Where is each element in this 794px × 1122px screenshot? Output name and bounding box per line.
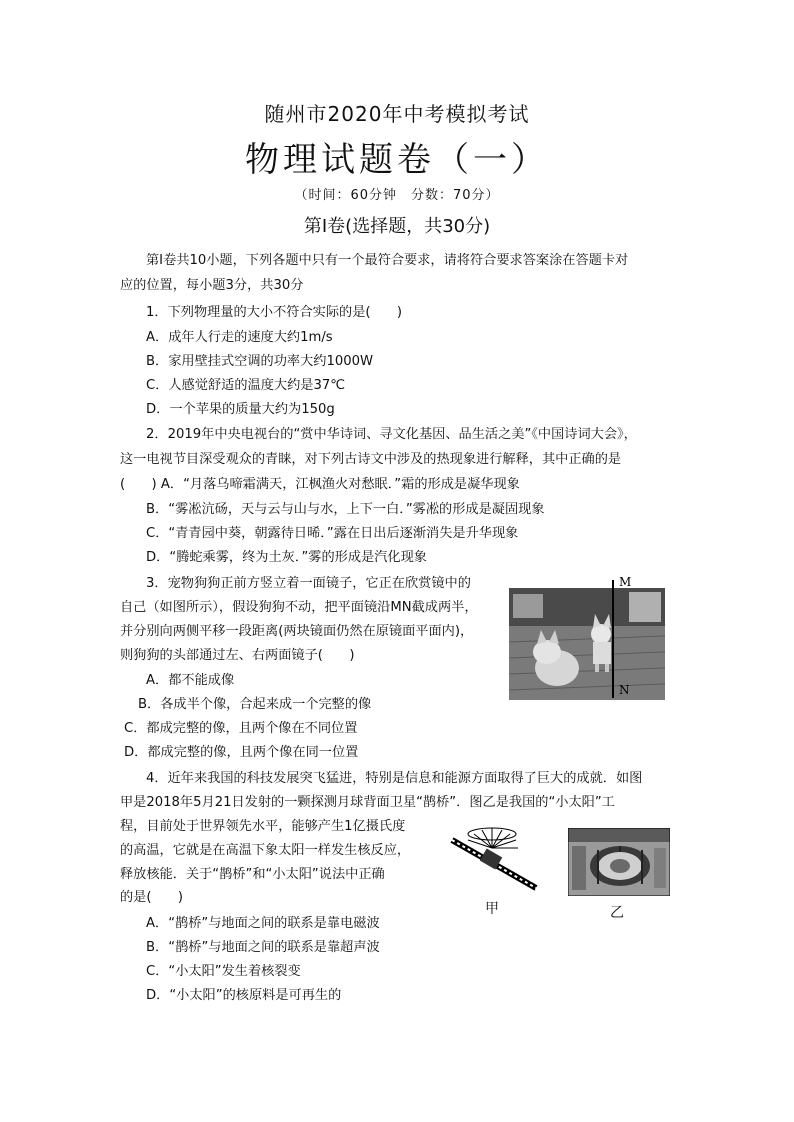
question-1-option-d: D．一个苹果的质量大约为150g: [146, 402, 335, 417]
question-3-option-d: D．都成完整的像，且两个像在同一位置: [124, 745, 359, 760]
question-4-stem-line: 程，目前处于世界领先水平，能够产生1亿摄氏度: [120, 819, 406, 834]
question-4-stem-line: 的是( ): [120, 890, 184, 905]
question-3-option-b: B．各成半个像，合起来成一个完整的像: [138, 697, 372, 712]
question-4-stem-line: 释放核能．关于“鹊桥”和“小太阳”说法中正确: [120, 867, 385, 882]
time-info: （时间：60分钟 分数：70分）: [294, 188, 500, 203]
question-3-stem-line: 自己（如图所示），假设狗狗不动，把平面镜沿MN截成两半，: [120, 600, 478, 615]
question-4-stem-line: 的高温，它就是在高温下象太阳一样发生核反应，: [120, 843, 411, 858]
question-4-option-b: B．“鹊桥”与地面之间的联系是靠超声波: [146, 940, 380, 955]
question-3-stem-line: 并分别向两侧平移一段距离(两块镜面仍然在原镜面平面内)，: [120, 624, 474, 639]
question-2-stem-line: 这一电视节目深受观众的青睐，对下列古诗文中涉及的热现象进行解释，其中正确的是: [120, 452, 622, 467]
question-2-stem-line: 2．2019年中央电视台的“赏中华诗词、寻文化基因、品生活之美”《中国诗词大会》，: [146, 427, 637, 442]
dog-mirror-figure: [509, 572, 665, 700]
tokamak-figure: [568, 828, 670, 896]
question-4-stem-line: 甲是2018年5月21日发射的一颗探测月球背面卫星“鹊桥”．图乙是我国的“小太阳”工: [120, 795, 615, 810]
instruction-line: 应的位置，每小题3分，共30分: [120, 278, 304, 293]
question-1-stem: 1．下列物理量的大小不符合实际的是( ): [146, 305, 403, 320]
question-4-option-a: A．“鹊桥”与地面之间的联系是靠电磁波: [146, 916, 380, 931]
figure-caption-yi: 乙: [610, 905, 624, 921]
question-1-option-c: C．人感觉舒适的温度大约是37℃: [146, 378, 346, 393]
question-4-option-d: D．“小太阳”的核原料是可再生的: [146, 988, 342, 1003]
instruction-line: 第Ⅰ卷共10小题，下列各题中只有一个最符合要求，请将符合要求答案涂在答题卡对: [146, 253, 629, 268]
question-3-option-a: A．都不能成像: [146, 673, 235, 688]
question-2-option-d: D．“腾蛇乘雾，终为土灰．”雾的形成是汽化现象: [146, 550, 427, 565]
part-title: 第Ⅰ卷(选择题，共30分): [303, 216, 491, 237]
question-3-option-c: C．都成完整的像，且两个像在不同位置: [124, 721, 358, 736]
question-1-option-a: A．成年人行走的速度大约1m/s: [146, 330, 333, 345]
question-3-stem-line: 3．宠物狗狗正前方竖立着一面镜子，它正在欣赏镜中的: [146, 576, 471, 591]
mirror-label-n: N: [619, 683, 630, 697]
question-2-option-a: ( ) A．“月落乌啼霜满天，江枫渔火对愁眠．”霜的形成是凝华现象: [120, 477, 520, 492]
satellite-figure: [446, 826, 542, 894]
question-2-option-b: B．“雾凇沆砀，天与云与山与水，上下一白．”雾凇的形成是凝固现象: [146, 502, 545, 517]
question-4-stem-line: 4．近年来我国的科技发展突飞猛进，特别是信息和能源方面取得了巨大的成就．如图: [146, 771, 643, 786]
mirror-label-m: M: [619, 575, 632, 589]
question-4-option-c: C．“小太阳”发生着核裂变: [146, 964, 301, 979]
figure-caption-jia: 甲: [485, 901, 499, 917]
exam-subtitle: 物理试题卷（一）: [245, 140, 549, 180]
question-2-option-c: C．“青青园中葵，朝露待日晞．”露在日出后逐渐消失是升华现象: [146, 526, 519, 541]
question-3-stem-line: 则狗狗的头部通过左、右两面镜子( ): [120, 648, 355, 663]
question-1-option-b: B．家用壁挂式空调的功率大约1000W: [146, 354, 374, 369]
exam-title: 随州市2020年中考模拟考试: [264, 102, 530, 126]
